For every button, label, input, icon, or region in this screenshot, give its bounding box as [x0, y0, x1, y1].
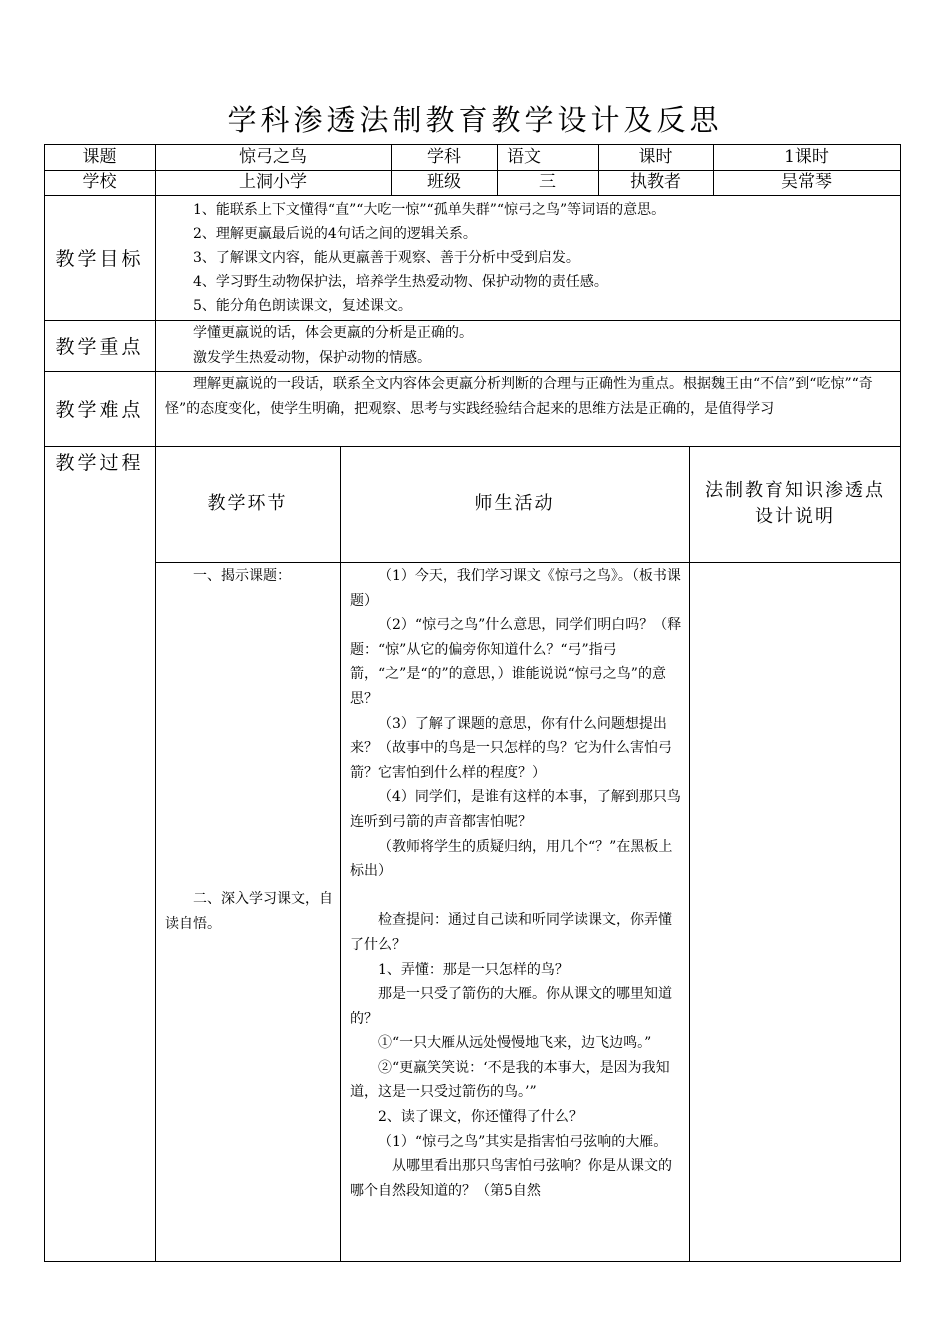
stage-1: 一、揭示课题：: [193, 568, 291, 584]
keypoints-list: [165, 321, 893, 371]
stage-2: 二、深入学习课文，自读自悟。: [165, 891, 333, 932]
subject-label: 学科: [427, 146, 461, 167]
teacher-value: 吴常琴: [781, 172, 832, 192]
document-title: 学科渗透法制教育教学设计及反思: [227, 103, 723, 137]
activity-line: （教师将学生的质疑归纳，用几个“？”在黑板上标出）: [350, 838, 673, 880]
keypoint-item: 激发学生热爱动物，保护动物的情感。: [193, 350, 431, 366]
activity-line: （2）“惊弓之鸟”什么意思，同学们明白吗？（释题：“惊”从它的偏旁你知道什么？“弓”指弓箭，“之”是“的”的意思，）谁能说说“惊弓之鸟”的意思？: [350, 617, 682, 707]
activity-line: （3）了解了课题的意思，你有什么问题想提出来？（故事中的鸟是一只怎样的鸟？它为什么害怕弓箭？它害怕到什么样的程度？）: [350, 715, 672, 781]
topic-label: 课题: [82, 146, 117, 167]
activity-line: 2、读了课文，你还懂得了什么？: [378, 1109, 583, 1126]
goal-item: 3、了解课文内容，能从更羸善于观察、善于分析中受到启发。: [193, 250, 580, 266]
teacher-label: 执教者: [630, 172, 681, 192]
goals-list: [165, 198, 893, 318]
difficulty-paragraph: 理解更羸说的一段话，联系全文内容体会更羸分析判断的合理与正确性为重点。根据魏王由“不信”到“吃惊”“奇怪”的态度变化，使学生明确，把观察、思考与实践经验结合起来的思维方法是正确的，是值得学习: [165, 376, 873, 417]
activity-line: （4）同学们，是谁有这样的本事，了解到那只鸟连听到弓箭的声音都害怕呢？: [350, 789, 681, 830]
difficulty-text: [165, 372, 895, 422]
goal-item: 5、能分角色朗读课文，复述课文。: [193, 298, 412, 314]
header-stage: 教学环节: [207, 493, 288, 514]
goal-item: 2、理解更赢最后说的4句话之间的逻辑关系。: [193, 226, 477, 242]
activity-line: 1、弄懂：那是一只怎样的鸟？: [378, 961, 569, 978]
goals-label: 教学目标: [55, 248, 144, 270]
topic-value: 惊弓之鸟: [239, 146, 307, 167]
activity-line: （1）今天，我们学习课文《惊弓之鸟》。（板书课题）: [350, 568, 681, 609]
keypoint-item: 学懂更羸说的话，体会更羸的分析是正确的。: [193, 325, 473, 341]
activity-line: （1）“惊弓之鸟”其实是指害怕弓弦响的大雁。: [378, 1133, 668, 1150]
class-value: 三: [539, 172, 556, 192]
activity-line: 从哪里看出那只鸟害怕弓弦响？你是从课文的哪个自然段知道的？（第5自然: [350, 1158, 672, 1199]
process-label: 教学过程: [55, 451, 144, 474]
school-label: 学校: [82, 172, 117, 192]
class-label: 班级: [427, 172, 461, 192]
activities: [350, 564, 684, 1203]
goal-item: 1、能联系上下文懂得“直”“大吃一惊”“孤单失群”“惊弓之鸟”等词语的意思。: [193, 202, 666, 218]
header-activity: 师生活动: [474, 493, 555, 514]
school-value: 上洞小学: [239, 172, 307, 192]
activity-line: 那是一只受了箭伤的大雁。你从课文的哪里知道的？: [350, 986, 672, 1027]
hours-value: 1课时: [784, 146, 829, 167]
keypoints-label: 教学重点: [55, 336, 144, 358]
difficulty-label: 教学难点: [55, 399, 144, 421]
subject-value: 语文: [507, 146, 541, 167]
header-legal-notes: 法制教育知识渗透点设计说明: [705, 480, 885, 527]
activity-line: ②“更羸笑笑说：‘不是我的本事大，是因为我知道，这是一只受过箭伤的鸟。’”: [350, 1059, 670, 1101]
activity-line: 检查提问：通过自己读和听同学读课文，你弄懂了什么？: [350, 912, 672, 953]
activity-line: ①“一只大雁从远处慢慢地飞来，边飞边鸣。”: [378, 1035, 652, 1052]
hours-label: 课时: [638, 146, 673, 167]
goal-item: 4、学习野生动物保护法，培养学生热爱动物、保护动物的责任感。: [193, 274, 608, 290]
